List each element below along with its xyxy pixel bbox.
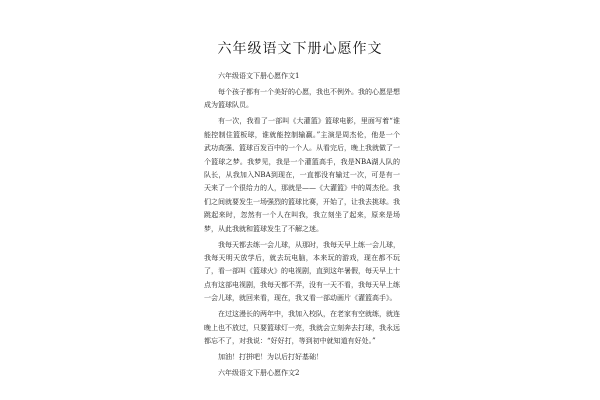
- document-body: [204, 70, 400, 383]
- section-heading-1: 六年级语文下册心愿作文1: [218, 72, 300, 80]
- document-title: 六年级语文下册心愿作文: [217, 41, 383, 57]
- paragraph: 在过这漫长的两年中，我加入校队，在老家有空就练，就连晚上也不放过，只要篮球灯一亮，我就会立刻奔去打球，我永远都忘不了，对我说：“好好打，等到初中就知道有好处。”: [204, 310, 400, 346]
- paragraph: 加油！打拼吧！为以后打好基础！: [218, 353, 323, 362]
- section-heading-2: 六年级语文下册心愿作文2: [218, 369, 300, 378]
- paragraph: 每个孩子都有一个美好的心愿，我也不例外。我的心愿是想成为篮球队员。: [204, 88, 400, 110]
- paragraph: 有一次，我看了一部叫《大灌篮》篮球电影，里面写着“谁能控制住篮板球，谁就能控制输赢。”主演是周杰伦，他是一个武功高强、篮球百发百中的一个人。从看完后，晚上我就做了一个篮球之梦。我梦见，我是一个灌篮高手，我是NBA湖人队的队长，从我加入NBA到现在，一直都没有输过一次，可是有一天来了一个很给力的人，那就是——《大灌篮》中的周杰伦。我们之间就要发生一场强烈的篮球比赛，开始了，让我去挑球。我跳起来时，忽然有一个人在叫我，我立刻坐了起来，原来是场梦，从此我就和篮球发生了不解之迷。: [204, 117, 400, 233]
- paragraph: 我每天都去练一会儿球，从那时，我每天早上练一会儿球，我每天明天放学后，就去玩电脑，本来玩的游戏，现在都不玩了，看一部叫《篮球火》的电视剧，直到这年暑假，每天早上十点有这部电视剧，我每天都不弄，没有一天不看，我每天早上练一会儿球，就回来看，现在，我又看一部动画片《灌篮高手》。: [204, 240, 400, 303]
